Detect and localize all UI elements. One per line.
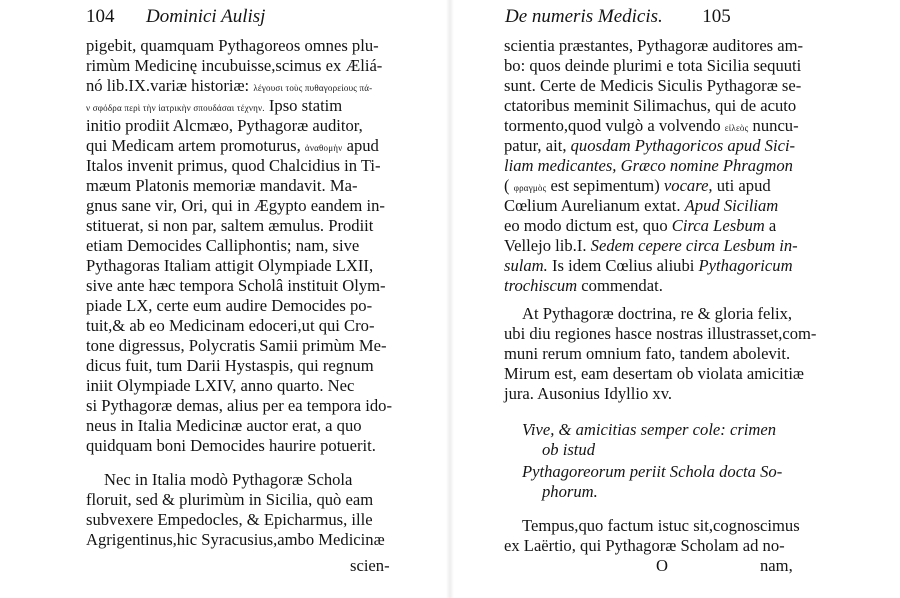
left-line: Nec in Italia modò Pythagoræ Schola bbox=[104, 470, 353, 489]
left-line: nó lib.IX.variæ historiæ: λέγουσι τοὺς πυθαγορείους πά- bbox=[86, 76, 373, 95]
right-page-number: 105 bbox=[702, 6, 731, 27]
left-line: tuit,& ab eo Medicinam edoceri,ut qui Cro- bbox=[86, 316, 375, 335]
right-line: sulam. Is idem Cœlius aliubi Pythagoricum bbox=[504, 256, 793, 275]
left-line: tone digressus, Polycratis Samii primùm Me- bbox=[86, 336, 387, 355]
right-page bbox=[460, 0, 900, 598]
right-line: ctatoribus meminit Silimachus, qui de acuto bbox=[504, 96, 797, 115]
left-line: Italos invenit primus, quod Chalcidius in Ti- bbox=[86, 156, 381, 175]
left-page bbox=[0, 0, 440, 598]
verse-line: ob istud bbox=[542, 440, 596, 459]
right-line: bo: quos deinde plurimi e tota Sicilia sequuti bbox=[504, 56, 802, 75]
left-line: etiam Democides Calliphontis; nam, sive bbox=[86, 236, 360, 255]
right-line: jura. Ausonius Idyllio xv. bbox=[504, 384, 673, 403]
left-line: dicus fuit, tum Darii Hystaspis, qui regnum bbox=[86, 356, 374, 375]
left-line: iniit Olympiade LXIV, anno quarto. Nec bbox=[86, 376, 355, 395]
left-line: quidquam boni Democides haurire potuerit. bbox=[86, 436, 376, 455]
right-line: At Pythagoræ doctrina, re & gloria felix, bbox=[522, 304, 793, 323]
left-line: Pythagoras Italiam attigit Olympiade LXII, bbox=[86, 256, 374, 275]
left-line: neus in Italia Medicinæ auctor erat, a quo bbox=[86, 416, 362, 435]
left-line: stituerat, si non par, saltem æmulus. Prodiit bbox=[86, 216, 374, 235]
left-line: subvexere Empedocles, & Epicharmus, ille bbox=[86, 510, 373, 529]
left-line: pigebit, quamquam Pythagoreos omnes plu- bbox=[86, 36, 379, 55]
right-line: sunt. Certe de Medicis Siculis Pythagoræ se- bbox=[504, 76, 802, 95]
right-catchword: nam, bbox=[760, 556, 793, 575]
left-page-number: 104 bbox=[86, 6, 115, 27]
right-line: ( φραγμὸς est sepimentum) vocare, uti apud bbox=[504, 176, 771, 195]
left-line: si Pythagoræ demas, alius per ea tempora ido- bbox=[86, 396, 392, 415]
left-line: ν σφόδρα περὶ τὴν ἰατρικὴν σπουδάσαι τέχνην. Ipso statim bbox=[86, 96, 343, 115]
left-line: piade LX, certe eum audire Democides po- bbox=[86, 296, 373, 315]
verse-line: Vive, & amicitias semper cole: crimen bbox=[522, 420, 777, 439]
right-line: liam medicantes, Græco nomine Phragmon bbox=[504, 156, 793, 175]
right-line: scientia præstantes, Pythagoræ auditores am- bbox=[504, 36, 804, 55]
right-line: eo modo dictum est, quo Circa Lesbum a bbox=[504, 216, 777, 235]
right-line: Vellejo lib.I. Sedem cepere circa Lesbum in- bbox=[504, 236, 798, 255]
verse-line: phorum. bbox=[542, 482, 598, 501]
left-head-title: Dominici Aulisj bbox=[146, 6, 266, 27]
left-line: initio prodiit Alcmæo, Pythagoræ auditor, bbox=[86, 116, 363, 135]
right-line: ex Laërtio, qui Pythagoræ Scholam ad no- bbox=[504, 536, 785, 555]
left-line: Agrigentinus,hic Syracusius,ambo Medicinæ bbox=[86, 530, 385, 549]
book-gutter bbox=[446, 0, 454, 598]
right-line: Tempus,quo factum istuc sit,cognoscimus bbox=[522, 516, 800, 535]
verse-line: Pythagoreorum periit Schola docta So- bbox=[522, 462, 783, 481]
left-line: qui Medicam artem promoturus, ἀναθομὴν apud bbox=[86, 136, 379, 155]
left-line: mæum Platonis memoriæ mandavit. Ma- bbox=[86, 176, 358, 195]
right-head-title: De numeris Medicis. bbox=[505, 6, 663, 27]
left-line: sive ante hæc tempora Scholâ instituit Olym- bbox=[86, 276, 386, 295]
signature-mark: O bbox=[656, 556, 668, 575]
left-line: rimùm Medicinę incubuisse,scimus ex Æliá- bbox=[86, 56, 383, 75]
right-line: trochiscum commendat. bbox=[504, 276, 663, 295]
right-line: Cœlium Aurelianum extat. Apud Siciliam bbox=[504, 196, 779, 215]
right-line: Mirum est, eam desertam ob violata amicitiæ bbox=[504, 364, 804, 383]
left-catchword: scien- bbox=[350, 556, 390, 575]
left-running-head bbox=[86, 6, 265, 28]
right-line: patur, ait, quosdam Pythagoricos apud Sici- bbox=[504, 136, 796, 155]
right-running-head bbox=[505, 6, 731, 28]
right-line: tormento,quod vulgò a volvendo εἰλεὸς nuncu- bbox=[504, 116, 799, 135]
left-line: floruit, sed & plurimùm in Sicilia, quò eam bbox=[86, 490, 374, 509]
right-line: muni rerum omnium fato, tandem abolevit. bbox=[504, 344, 791, 363]
left-line: gnus sane vir, Ori, qui in Ægypto eandem in- bbox=[86, 196, 385, 215]
right-line: ubi diu regiones hasce nostras illustrasset,com- bbox=[504, 324, 817, 343]
